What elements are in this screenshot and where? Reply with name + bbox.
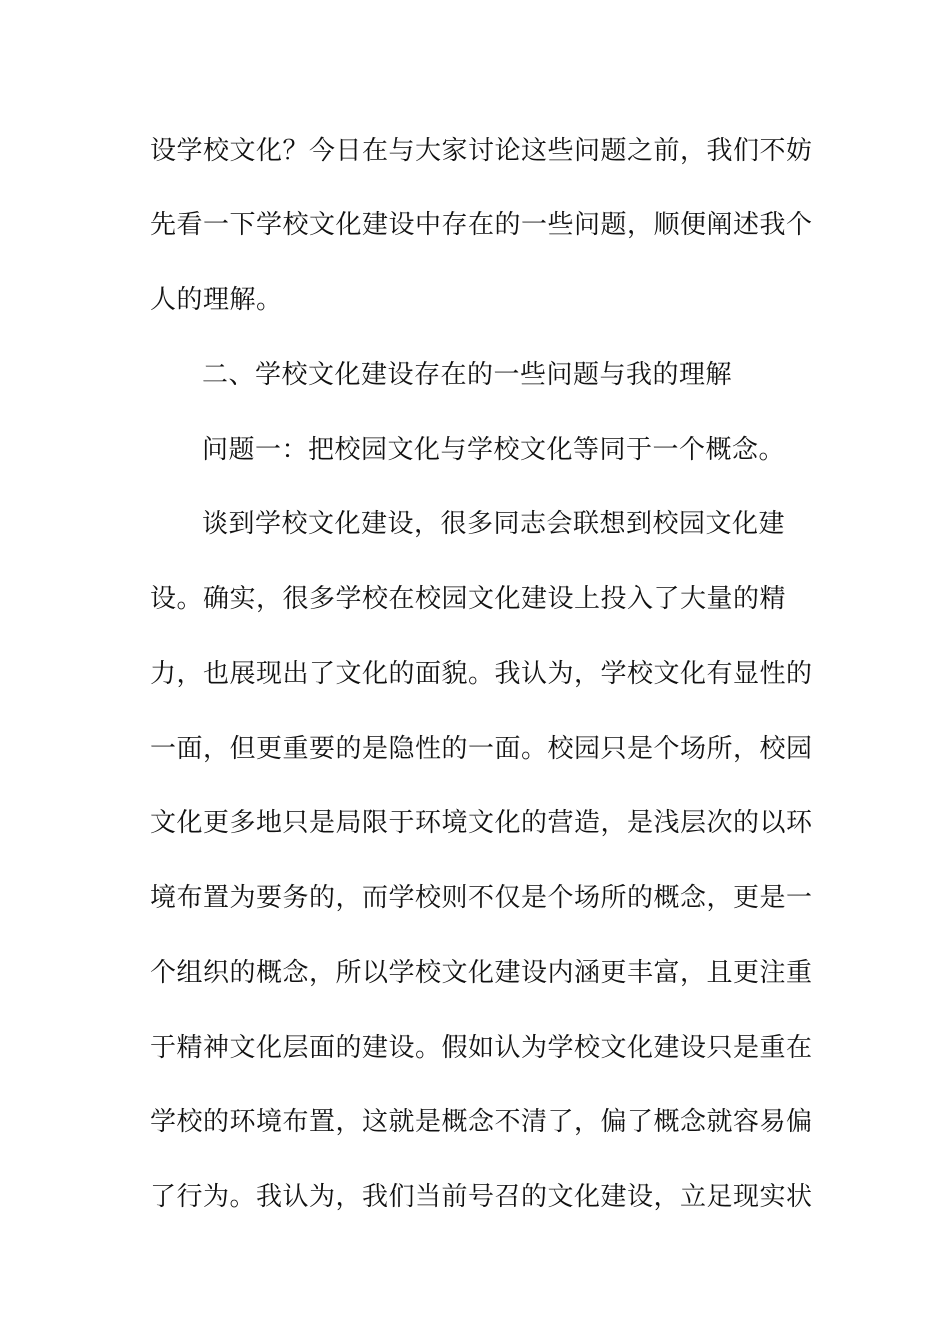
paragraph-line: 设学校文化？今日在与大家讨论这些问题之前，我们不妨 bbox=[150, 136, 813, 166]
paragraph-line: 先看一下学校文化建设中存在的一些问题，顺便阐述我个 bbox=[150, 210, 813, 240]
paragraph-line: 力，也展现出了文化的面貌。我认为，学校文化有显性的 bbox=[150, 659, 813, 689]
section-heading: 二、学校文化建设存在的一些问题与我的理解 bbox=[202, 360, 733, 390]
paragraph-line: 人的理解。 bbox=[150, 285, 283, 315]
paragraph-line: 学校的环境布置，这就是概念不清了，偏了概念就容易偏 bbox=[150, 1107, 813, 1137]
paragraph-line: 一面，但更重要的是隐性的一面。校园只是个场所，校园 bbox=[150, 734, 813, 764]
paragraph-line: 文化更多地只是局限于环境文化的营造，是浅层次的以环 bbox=[150, 808, 813, 838]
paragraph-line: 于精神文化层面的建设。假如认为学校文化建设只是重在 bbox=[150, 1033, 813, 1063]
paragraph-line: 个组织的概念，所以学校文化建设内涵更丰富，且更注重 bbox=[150, 958, 813, 988]
paragraph-line: 了行为。我认为，我们当前号召的文化建设，立足现实状 bbox=[150, 1182, 813, 1212]
paragraph-line: 境布置为要务的，而学校则不仅是个场所的概念，更是一 bbox=[150, 883, 813, 913]
paragraph-line: 设。确实，很多学校在校园文化建设上投入了大量的精 bbox=[150, 584, 787, 614]
paragraph-line: 谈到学校文化建设，很多同志会联想到校园文化建 bbox=[202, 509, 786, 539]
problem-heading: 问题一：把校园文化与学校文化等同于一个概念。 bbox=[202, 435, 786, 465]
